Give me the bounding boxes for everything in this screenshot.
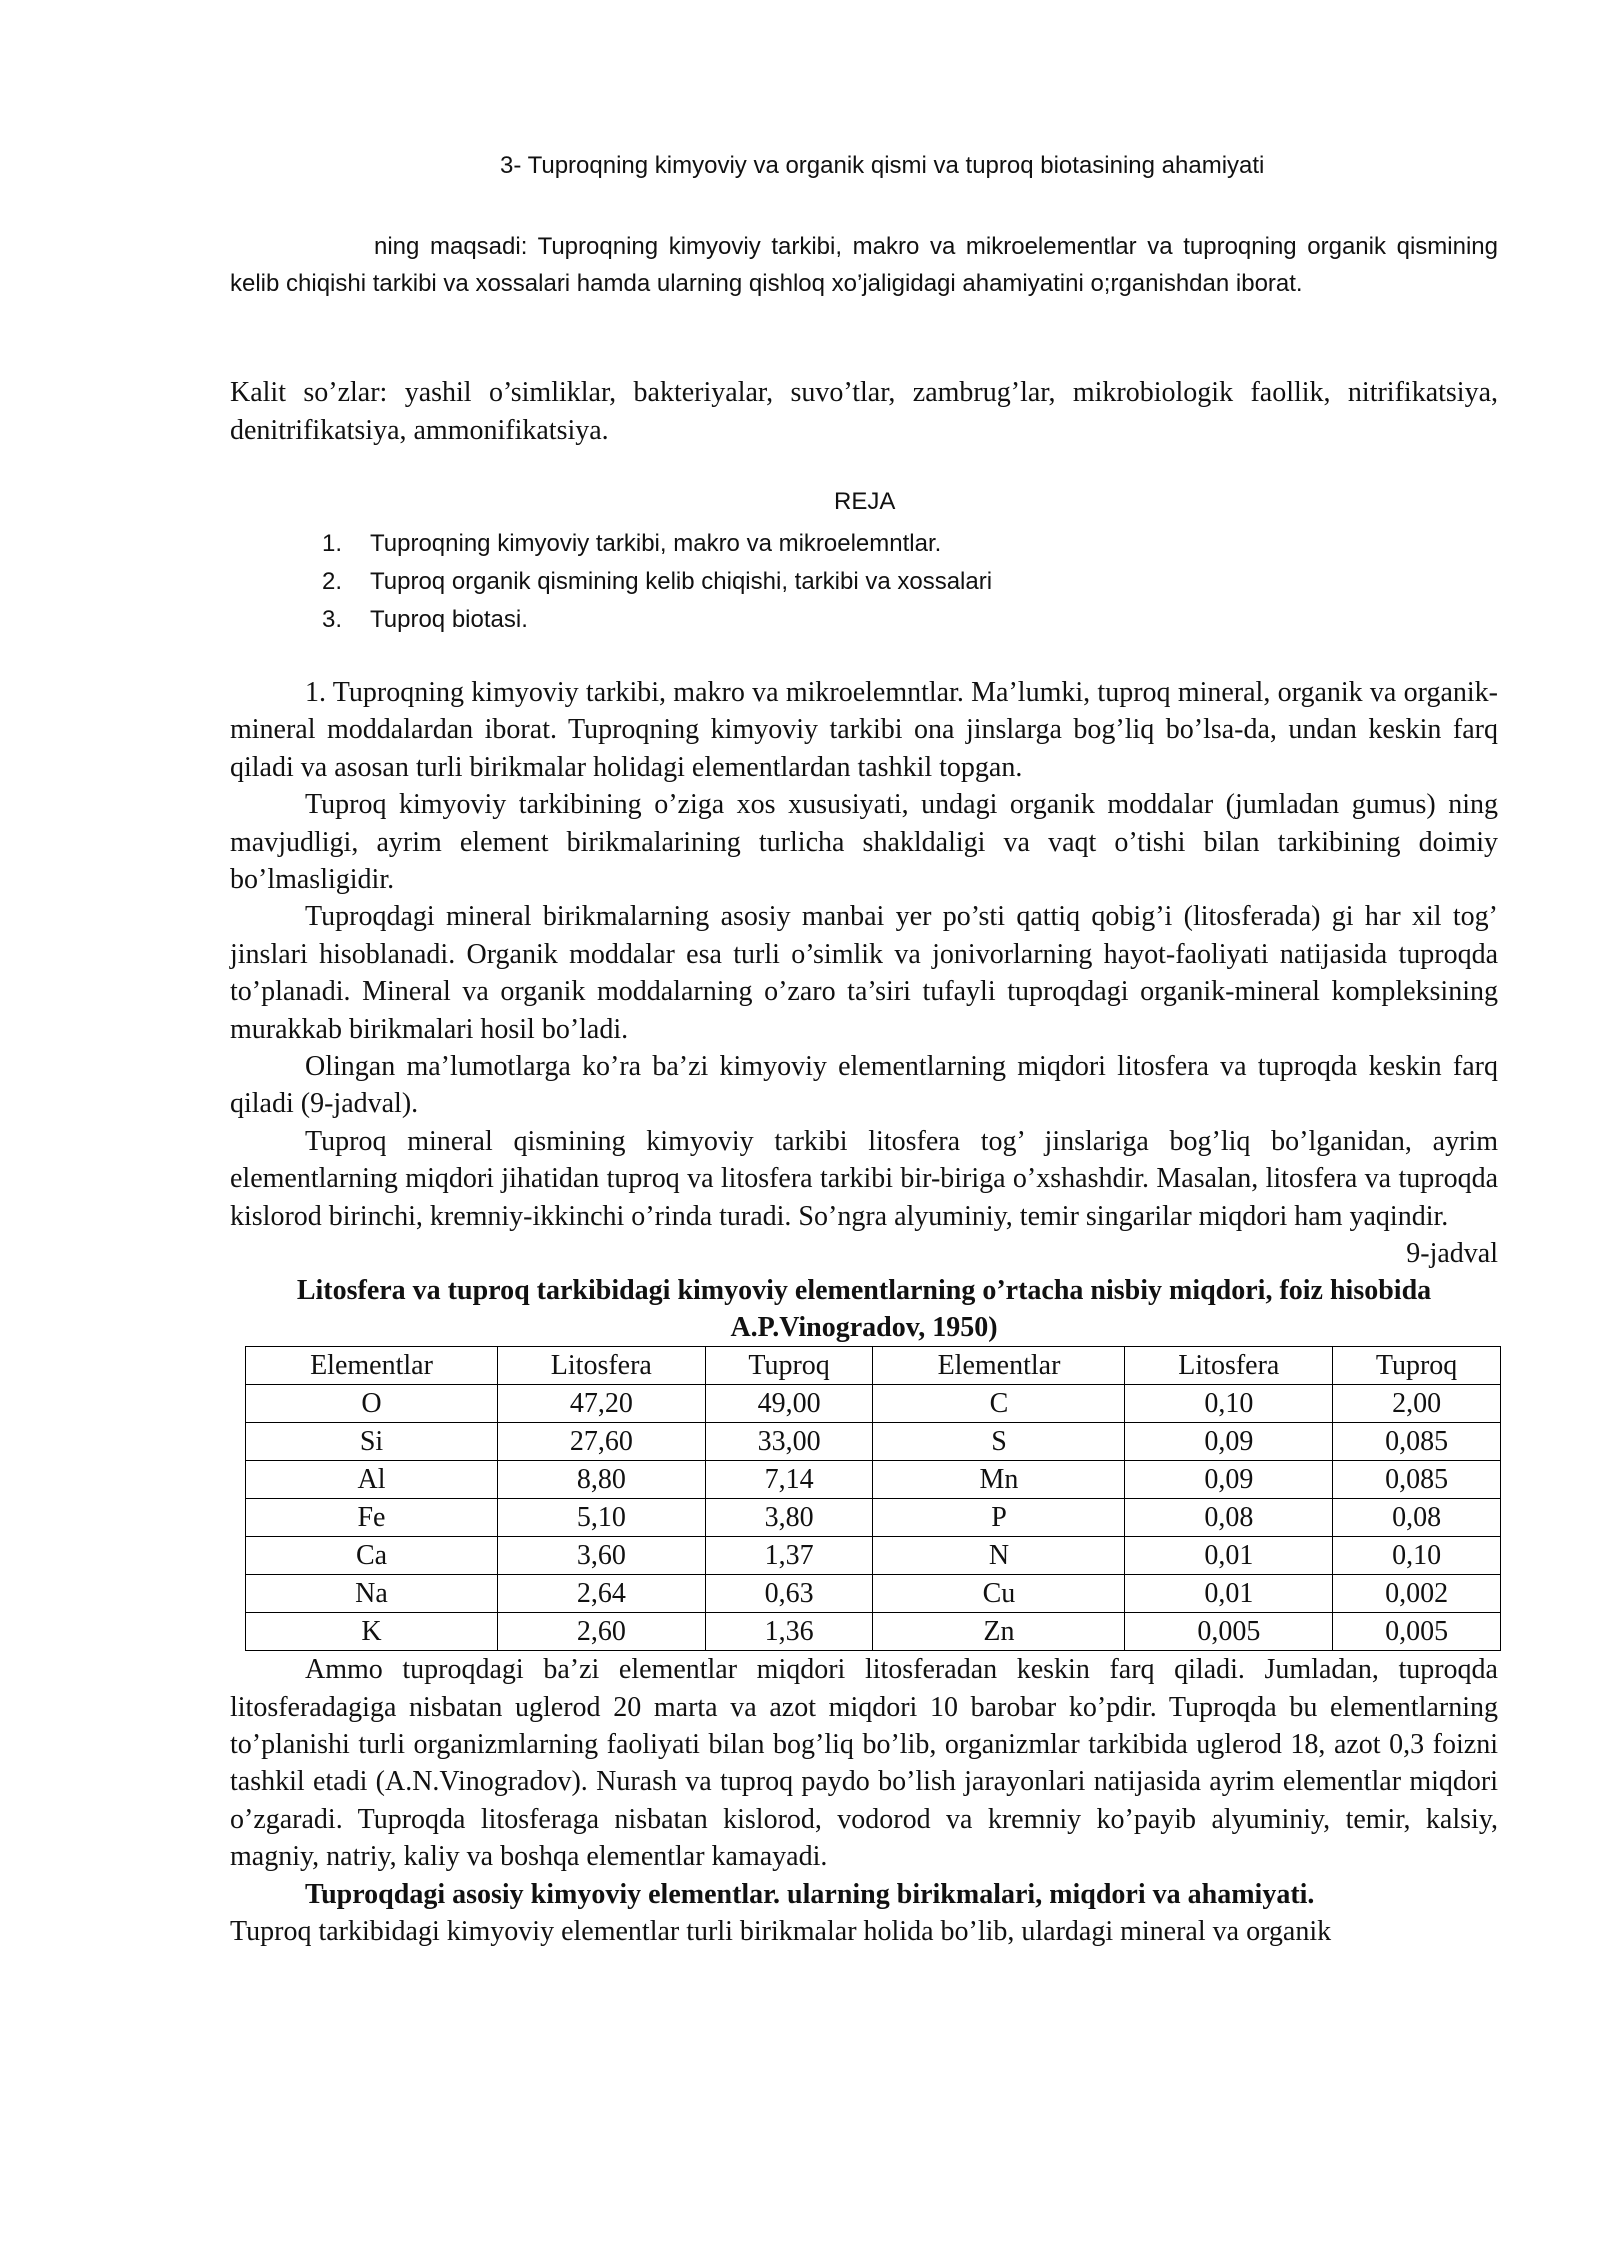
table-cell: Zn — [873, 1613, 1125, 1651]
table-cell: Al — [246, 1461, 498, 1499]
table-cell: 5,10 — [497, 1499, 705, 1537]
table-cell: 0,01 — [1125, 1575, 1333, 1613]
plan-item-number: 3. — [322, 606, 343, 633]
plan-item-number: 1. — [322, 530, 343, 557]
table-cell: 0,09 — [1125, 1423, 1333, 1461]
body-paragraph: Tuproq kimyoviy tarkibining o’ziga xos xususiyati, undagi organik moddalar (jumladan gumus) ning mavjudligi, ayrim element birikmalarining turlicha shakldaligi va vaqt o’tishi bilan tarkibining doimiy bo’lmasligidir. — [230, 789, 1498, 896]
page-title: 3- Tuproqning kimyoviy va organik qismi va tuproq biotasining ahamiyati — [500, 152, 1265, 179]
table-header-cell: Tuproq — [1333, 1347, 1501, 1385]
plan-item — [322, 601, 992, 639]
table-row — [246, 1537, 1501, 1575]
aim-text: ning maqsadi: Tuproqning kimyoviy tarkibi, makro va mikroelementlar va tuproqning organik qismining kelib chiqishi tarkibi va xossalari hamda ularning qishloq xo’jaligidagi ahamiyatini o;rganishdan iborat. — [230, 233, 1498, 297]
section-paragraph — [230, 1876, 1498, 1913]
table-cell: S — [873, 1423, 1125, 1461]
table-row — [246, 1575, 1501, 1613]
table-cell: N — [873, 1537, 1125, 1575]
section-continuation: Tuproq tarkibidagi kimyoviy elementlar turli birikmalar holida bo’lib, ulardagi mineral va organik — [230, 1915, 1332, 1947]
body-paragraph: Olingan ma’lumotlarga ko’ra ba’zi kimyoviy elementlarning miqdori litosfera va tuproqda keskin farq qiladi (9-jadval). — [230, 1051, 1498, 1120]
keywords-paragraph: Kalit so’zlar: yashil o’simliklar, bakteriyalar, suvo’tlar, zambrug’lar, mikrobiologik faollik, nitrifikatsiya, denitrifikatsiya, ammonifikatsiya. — [230, 377, 1498, 446]
body-text — [230, 674, 1498, 1950]
aim-paragraph — [230, 228, 1498, 302]
table-cell: 2,00 — [1333, 1385, 1501, 1423]
table-cell: 49,00 — [705, 1385, 873, 1423]
table-row — [246, 1499, 1501, 1537]
body-paragraph: Tuproq mineral qismining kimyoviy tarkibi litosfera tog’ jinslariga bog’liq bo’lganidan, ayrim elementlarning miqdori jihatidan tuproq va litosfera tarkibi bir-biriga o’xshashdir. Masalan, litosfera va tuproqda kislorod birinchi, kremniy-ikkinchi o’rinda turadi. So’ngra alyuminiy, temir singarilar miqdori ham yaqindir. — [230, 1125, 1498, 1232]
table-cell: 0,10 — [1333, 1537, 1501, 1575]
table-cell: 0,085 — [1333, 1423, 1501, 1461]
plan-item-text: Tuproqning kimyoviy tarkibi, makro va mikroelemntlar. — [370, 530, 942, 557]
table-header-cell: Elementlar — [246, 1347, 498, 1385]
table-cell: 0,002 — [1333, 1575, 1501, 1613]
table-cell: 0,085 — [1333, 1461, 1501, 1499]
table-cell: C — [873, 1385, 1125, 1423]
table-cell: 7,14 — [705, 1461, 873, 1499]
plan-item — [322, 563, 992, 601]
plan-item-text: Tuproq organik qismining kelib chiqishi, tarkibi va xossalari — [370, 568, 993, 595]
table-cell: 0,63 — [705, 1575, 873, 1613]
table-cell: Mn — [873, 1461, 1125, 1499]
plan-title: REJA — [834, 488, 896, 515]
table-cell: 0,09 — [1125, 1461, 1333, 1499]
table-cell: O — [246, 1385, 498, 1423]
plan-item-text: Tuproq biotasi. — [370, 606, 528, 633]
table-cell: Fe — [246, 1499, 498, 1537]
table-header-row — [246, 1347, 1501, 1385]
body-paragraph: Ammo tuproqdagi ba’zi elementlar miqdori litosferadan keskin farq qiladi. Jumladan, tuproqda litosferadagiga nisbatan uglerod 20 marta va azot miqdori 10 barobar ko’pdir. Tuproqda bu elementlarning to’planishi turli organizmlarning faoliyati bilan bog’liq bo’lib, organizmlar tarkibida uglerod 18, azot 0,3 foizni tashkil etadi (A.N.Vinogradov). Nurash va tuproq paydo bo’lish jarayonlari natijasida ayrim elementlar miqdori o’zgaradi. Tuproqda litosferaga nisbatan kislorod, vodorod va kremniy ko’payib alyuminiy, temir, kalsiy, magniy, natriy, kaliy va boshqa elementlar kamayadi. — [230, 1654, 1498, 1873]
table-cell: 2,60 — [497, 1613, 705, 1651]
table-cell: 8,80 — [497, 1461, 705, 1499]
table-row — [246, 1613, 1501, 1651]
table-label: 9-jadval — [1406, 1238, 1498, 1270]
table-header-cell: Tuproq — [705, 1347, 873, 1385]
table-caption: Litosfera va tuproq tarkibidagi kimyoviy elementlarning o’rtacha nisbiy miqdori, foiz hisobida A.P.Vinogradov, 1950) — [296, 1275, 1432, 1344]
table-cell: 3,80 — [705, 1499, 873, 1537]
table-cell: 0,01 — [1125, 1537, 1333, 1575]
table-cell: 0,005 — [1333, 1613, 1501, 1651]
table-cell: 1,37 — [705, 1537, 873, 1575]
plan-list — [322, 525, 992, 639]
section-heading: Tuproqdagi asosiy kimyoviy elementlar. ularning birikmalari, miqdori va ahamiyati. — [305, 1878, 1315, 1910]
table-cell: K — [246, 1613, 498, 1651]
table-cell: 0,08 — [1125, 1499, 1333, 1537]
table-cell: P — [873, 1499, 1125, 1537]
elements-table — [245, 1346, 1501, 1651]
table-cell: Cu — [873, 1575, 1125, 1613]
table-row — [246, 1385, 1501, 1423]
table-row — [246, 1461, 1501, 1499]
body-paragraph: Tuproqdagi mineral birikmalarning asosiy manbai yer po’sti qattiq qobig’i (litosferada) gi har xil tog’ jinslari hisoblanadi. Organik moddalar esa turli o’simlik va jonivorlarning hayot-faoliyati natijasida tuproqda to’planadi. Mineral va organik moddalarning o’zaro ta’siri tufayli tuproqdagi organik-mineral kompleksining murakkab birikmalari hosil bo’ladi. — [230, 901, 1498, 1045]
table-header-cell: Elementlar — [873, 1347, 1125, 1385]
table-cell: 2,64 — [497, 1575, 705, 1613]
table-row — [246, 1423, 1501, 1461]
table-cell: Na — [246, 1575, 498, 1613]
plan-item — [322, 525, 992, 563]
table-cell: Si — [246, 1423, 498, 1461]
table-cell: 33,00 — [705, 1423, 873, 1461]
table-cell: 0,08 — [1333, 1499, 1501, 1537]
table-cell: 47,20 — [497, 1385, 705, 1423]
table-header-cell: Litosfera — [1125, 1347, 1333, 1385]
table-cell: 0,10 — [1125, 1385, 1333, 1423]
table-cell: 3,60 — [497, 1537, 705, 1575]
body-paragraph: 1. Tuproqning kimyoviy tarkibi, makro va mikroelemntlar. Ma’lumki, tuproq mineral, organik va organik-mineral moddalardan iborat. Tuproqning kimyoviy tarkibi ona jinslarga bog’liq bo’lsa-da, undan keskin farq qiladi va asosan turli birikmalar holidagi elementlardan tashkil topgan. — [230, 677, 1498, 783]
table-cell: 27,60 — [497, 1423, 705, 1461]
table-cell: 1,36 — [705, 1613, 873, 1651]
table-header-cell: Litosfera — [497, 1347, 705, 1385]
table-cell: 0,005 — [1125, 1613, 1333, 1651]
plan-item-number: 2. — [322, 568, 343, 595]
table-cell: Ca — [246, 1537, 498, 1575]
